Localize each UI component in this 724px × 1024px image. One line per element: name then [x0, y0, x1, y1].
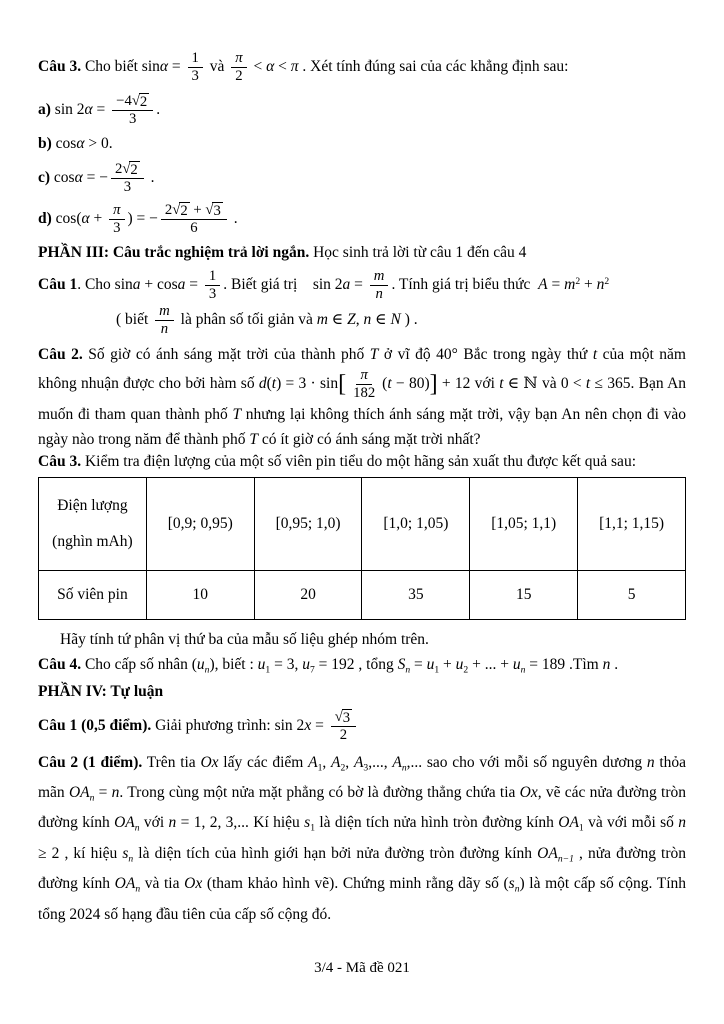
text-run: ở vĩ độ 40° Bắc trong ngày thứ	[378, 345, 593, 363]
text-run: 2	[339, 726, 348, 743]
text-run: A	[331, 753, 341, 771]
text-run: = 1, 2, 3,... Kí hiệu	[176, 814, 305, 832]
text-run: 1	[317, 762, 323, 774]
text-run: và	[205, 57, 229, 75]
text-run: ∈	[371, 310, 391, 328]
text-run: 2	[463, 664, 469, 676]
text-run: Câu 2 (1 điểm).	[38, 753, 143, 771]
text-run: m	[373, 268, 385, 285]
text-run: n	[405, 664, 411, 676]
text-run: và với mỗi số	[583, 814, 679, 832]
text-run: . Cho sin	[77, 276, 133, 293]
text-run: 1	[434, 664, 440, 676]
text-run: π	[235, 50, 243, 66]
text-run: +	[189, 201, 206, 218]
text-run: Ox	[200, 753, 219, 771]
text-run: 3	[363, 762, 369, 774]
text-run: PHẦN IV: Tự luận	[38, 682, 164, 700]
text-run: là phân số tối giản và	[176, 310, 317, 328]
text-run: 2	[114, 160, 123, 177]
text-run: π	[113, 202, 121, 219]
text-run: . Tính giá trị biểu thức	[391, 276, 539, 293]
text-run: cos	[51, 134, 77, 152]
text-run: s	[508, 875, 515, 893]
text-run: .	[229, 210, 238, 228]
text-run: =	[410, 656, 427, 674]
fraction	[109, 202, 124, 237]
part3-question-3-intro	[38, 452, 686, 473]
text-run: , biết :	[214, 656, 258, 674]
text-run: n	[363, 310, 372, 328]
text-run: π	[290, 57, 299, 75]
table-header-cell	[39, 478, 147, 571]
text-run: ≤ 365. Bạn An muốn đi tham quan thành phố	[38, 374, 687, 423]
fraction	[161, 202, 227, 237]
fraction	[188, 50, 203, 85]
table-count-cell: 5	[578, 571, 686, 620]
text-run: 3	[208, 285, 217, 302]
table-corner-label	[39, 496, 146, 554]
text-run: n	[678, 814, 686, 832]
text-run: s	[304, 814, 311, 832]
fraction	[231, 50, 246, 85]
text-run: thỏa mãn	[38, 753, 687, 802]
table-bin-cell: [0,95; 1,0)	[254, 478, 362, 571]
text-run: m	[316, 310, 328, 328]
text-run: là diện tích của hình giới hạn bởi nửa đường tròn đường kính	[133, 844, 538, 862]
text-run: (	[191, 656, 197, 674]
text-run: + ... +	[468, 656, 513, 674]
text-run: ≥ 2 , kí hiệu	[38, 844, 123, 862]
text-run: +	[439, 656, 456, 674]
text-run: 3	[191, 67, 199, 84]
fraction	[111, 161, 144, 196]
text-run: là diện tích nửa hình tròn đường kính	[315, 814, 559, 832]
text-run: . Xét tính đúng sai của các khẳng định sau:	[298, 57, 569, 75]
text-run: α	[159, 57, 169, 75]
text-run: (tham khảo hình vẽ). Chứng minh rằng dãy số	[202, 875, 504, 893]
text-run: PHẦN III: Câu trắc nghiệm trả lời ngắn.	[38, 244, 310, 262]
table-bin-cell: [1,05; 1,1)	[470, 478, 578, 571]
text-run: 6	[190, 220, 198, 237]
text-run: a	[177, 276, 186, 293]
text-run: n	[602, 656, 611, 674]
text-run: 3	[123, 179, 132, 196]
statement-a	[38, 93, 686, 128]
text-run: .	[146, 168, 155, 186]
table-count-cell: 15	[470, 571, 578, 620]
part-4-header	[38, 682, 686, 703]
text-run: t	[592, 345, 598, 363]
text-run: n	[520, 664, 526, 676]
text-run: d)	[38, 210, 52, 228]
text-run: t	[499, 374, 504, 392]
text-run: T	[249, 430, 258, 448]
text-run: là một cấp số cộng. Tính tổng 2024 số hạng đầu tiên của cấp số cộng đó.	[38, 875, 687, 923]
text-run: . Trong cùng một nửa mặt phẳng có bờ là đường thẳng chứa tia	[119, 784, 520, 802]
text-run: − 80)	[391, 374, 430, 392]
text-run: <	[274, 57, 291, 75]
text-run: 1	[310, 822, 316, 834]
text-run: 2	[340, 762, 346, 774]
text-run: . Biết giá trị sin 2	[223, 276, 343, 293]
text-run: ,	[345, 753, 354, 771]
text-run: Cho cấp số nhân	[81, 656, 192, 674]
text-run: cos	[50, 168, 75, 186]
text-run: sin 2	[50, 100, 85, 118]
text-run: d	[258, 374, 267, 392]
text-run: 1	[578, 822, 584, 834]
statement-b	[38, 134, 686, 155]
text-run: T	[232, 405, 242, 423]
table-count-cell: 10	[146, 571, 254, 620]
text-run: ) .	[400, 310, 418, 328]
text-run: 182	[353, 384, 376, 401]
text-run: Câu 3.	[38, 57, 82, 75]
text-run: −4	[116, 92, 132, 109]
text-run: b)	[38, 134, 52, 152]
text-run: OA	[114, 875, 136, 893]
text-run: nhưng lại không thích ánh sáng mặt trời, vậy bạn An nên chọn đi vào ngày nào trong năm để thành phố	[38, 405, 687, 448]
text-run: n	[375, 285, 383, 302]
question-3-intro	[38, 50, 686, 85]
table-count-cell: 20	[254, 571, 362, 620]
text-run: N	[390, 310, 401, 328]
text-run: n	[128, 853, 134, 865]
table-data-row	[39, 571, 686, 620]
text-run: Học sinh trả lời từ câu 1 đến câu 4	[309, 244, 527, 262]
text-run: c)	[38, 168, 51, 186]
text-run: a	[342, 276, 351, 293]
text-run: ,...,	[368, 753, 393, 771]
text-run: Câu 3.	[38, 452, 82, 470]
table-bin-cell: [1,0; 1,05)	[362, 478, 470, 571]
text-run: ∈ ℕ và 0 <	[503, 374, 586, 392]
text-run: S	[397, 656, 406, 674]
text-run: π	[360, 366, 368, 383]
text-run: n	[134, 822, 140, 834]
text-run: m	[564, 276, 576, 293]
part3-question-1	[38, 268, 686, 303]
text-run: )	[209, 656, 215, 674]
battery-frequency-table	[38, 477, 686, 620]
text-run: Hãy tính tứ phân vị thứ ba của mẫu số liệu ghép nhóm trên.	[60, 631, 429, 649]
text-run: (	[503, 875, 509, 893]
part4-question-1	[38, 709, 686, 744]
text-run: (	[382, 374, 388, 392]
text-run: u	[455, 656, 464, 674]
table-row-label: Số viên pin	[39, 571, 147, 620]
text-run: =	[92, 100, 110, 118]
statement-d	[38, 202, 686, 237]
fraction	[331, 709, 356, 744]
text-run: có ít giờ có ánh sáng mặt trời nhất?	[257, 430, 481, 448]
text-run: A	[353, 753, 364, 771]
part3-question-3-task	[38, 630, 686, 651]
text-run: u	[196, 656, 205, 674]
sqrt-radical: √ 2	[172, 201, 188, 219]
sqrt-radical: √ 3	[334, 708, 351, 726]
text-run: [	[338, 370, 347, 397]
text-run: α	[266, 57, 275, 75]
text-run: Giải phương trình: sin 2	[151, 716, 305, 734]
text-run: + 12 với	[437, 374, 500, 392]
text-run: 1	[191, 50, 199, 66]
text-run: ∈	[327, 310, 348, 328]
text-run: Số giờ có ánh sáng mặt trời của thành phố	[82, 345, 370, 363]
text-run: ) = 3 · sin	[276, 374, 339, 392]
text-run: .	[610, 656, 619, 674]
text-run: n	[401, 762, 407, 774]
text-run: , vẽ các nửa đường tròn đường kính	[38, 784, 686, 832]
text-run: n	[160, 320, 169, 337]
text-run: A	[538, 276, 548, 293]
fraction	[205, 268, 220, 303]
text-run: α	[81, 210, 90, 228]
text-run: , nửa đường tròn đường kính	[38, 844, 687, 893]
text-run: =	[168, 57, 185, 75]
text-run: =	[94, 784, 112, 802]
table-corner-line1: Điện lượng	[57, 496, 128, 514]
text-run: 2	[164, 201, 173, 218]
text-run: α	[76, 134, 85, 152]
text-run: a	[132, 276, 141, 293]
table-count-cell: 35	[362, 571, 470, 620]
text-run: n	[89, 792, 95, 804]
fraction	[155, 303, 174, 338]
sqrt-radical: √ 2	[122, 160, 138, 178]
text-run: n	[168, 814, 177, 832]
text-run: Câu 1	[38, 276, 78, 293]
text-run: )	[519, 875, 525, 893]
text-run: ,	[355, 310, 364, 328]
text-run: x	[304, 716, 312, 734]
text-run: t	[271, 374, 277, 392]
text-run: = 3,	[270, 656, 303, 674]
text-run: =	[350, 276, 367, 293]
fraction	[349, 367, 379, 402]
text-run: n	[204, 664, 210, 676]
text-run: Trên tia	[142, 753, 201, 771]
text-run: của một năm không nhuận được cho bởi hàm số	[38, 345, 686, 392]
text-run: =	[311, 716, 328, 734]
text-run: = 189 .Tìm	[525, 656, 603, 674]
part3-question-2	[38, 342, 686, 452]
text-run: và tia	[140, 875, 185, 893]
text-run: 2	[604, 276, 610, 288]
text-run: T	[369, 345, 379, 363]
text-run: = 192 , tổng	[314, 656, 398, 674]
text-run: cos(	[51, 210, 82, 228]
text-run: + cos	[140, 276, 178, 293]
text-run: lấy các điểm	[218, 753, 309, 771]
text-run: OA	[68, 784, 90, 802]
text-run: s	[122, 844, 129, 862]
text-run: u	[426, 656, 435, 674]
text-run: =	[185, 276, 202, 293]
text-run: Câu 4.	[38, 656, 82, 674]
text-run: Câu 1 (0,5 điểm).	[38, 716, 152, 734]
text-run: Cho biết sin	[81, 57, 160, 75]
text-run: 3	[129, 111, 137, 128]
fraction	[370, 268, 389, 303]
text-run: u	[302, 656, 310, 674]
text-run: n−1	[557, 853, 574, 865]
text-run: 1	[208, 268, 217, 285]
text-run: Z	[347, 310, 356, 328]
text-run: ]	[429, 370, 438, 397]
table-header-row	[39, 478, 686, 571]
text-run: A	[392, 753, 402, 771]
sqrt-radical: √ 3	[205, 201, 221, 219]
text-run: Kiểm tra điện lượng của một số viên pin tiểu do một hãng sản xuất thu được kết quả sau:	[81, 452, 636, 470]
text-run: OA	[558, 814, 579, 832]
text-run: .	[156, 100, 161, 118]
text-run: > 0.	[84, 134, 113, 152]
text-run: 2	[575, 276, 581, 288]
text-run: t	[387, 374, 392, 392]
text-run: +	[580, 276, 597, 293]
sqrt-radical: √ 2	[131, 92, 148, 110]
text-run: Ox	[519, 784, 538, 802]
text-run: A	[308, 753, 318, 771]
text-run: +	[89, 210, 107, 228]
table-bin-cell: [0,9; 0,95)	[146, 478, 254, 571]
text-run: u	[512, 656, 521, 674]
text-run: Ox	[184, 875, 203, 893]
text-run: n	[596, 276, 605, 293]
text-run: 2	[235, 67, 243, 84]
text-run: 7	[309, 664, 315, 676]
text-run: α	[74, 168, 83, 186]
table-bin-cell: [1,1; 1,15)	[578, 478, 686, 571]
text-run: (	[266, 374, 272, 392]
text-run: với	[139, 814, 169, 832]
text-run: ( biết	[116, 310, 153, 328]
text-run: a)	[38, 100, 51, 118]
statement-c	[38, 161, 686, 196]
text-run: m	[159, 302, 170, 319]
page-footer: 3/4 - Mã đề 021	[314, 960, 410, 976]
text-run: OA	[537, 844, 558, 862]
text-run: ) = −	[127, 210, 158, 228]
fraction	[112, 93, 153, 128]
part3-question-1-note	[38, 303, 686, 338]
text-run: Câu 2.	[38, 345, 83, 363]
part3-question-4	[38, 655, 686, 677]
text-run: = −	[82, 168, 108, 186]
table-corner-line2: (nghìn mAh)	[52, 533, 133, 551]
text-run: u	[257, 656, 266, 674]
text-run: n	[514, 883, 520, 895]
text-run: =	[547, 276, 565, 293]
text-run: 1	[265, 664, 271, 676]
text-run: ,	[322, 753, 332, 771]
text-run: n	[135, 883, 141, 895]
text-run: α	[84, 100, 93, 118]
text-run: 3	[113, 220, 121, 237]
text-run: ,... sao cho với mỗi số nguyên dương	[406, 753, 647, 771]
text-run: n	[111, 784, 120, 802]
text-run: <	[249, 57, 267, 75]
part4-question-2	[38, 750, 686, 927]
text-run: n	[646, 753, 655, 771]
text-run: t	[585, 374, 591, 392]
text-run: OA	[114, 814, 135, 832]
part-3-header	[38, 243, 686, 264]
